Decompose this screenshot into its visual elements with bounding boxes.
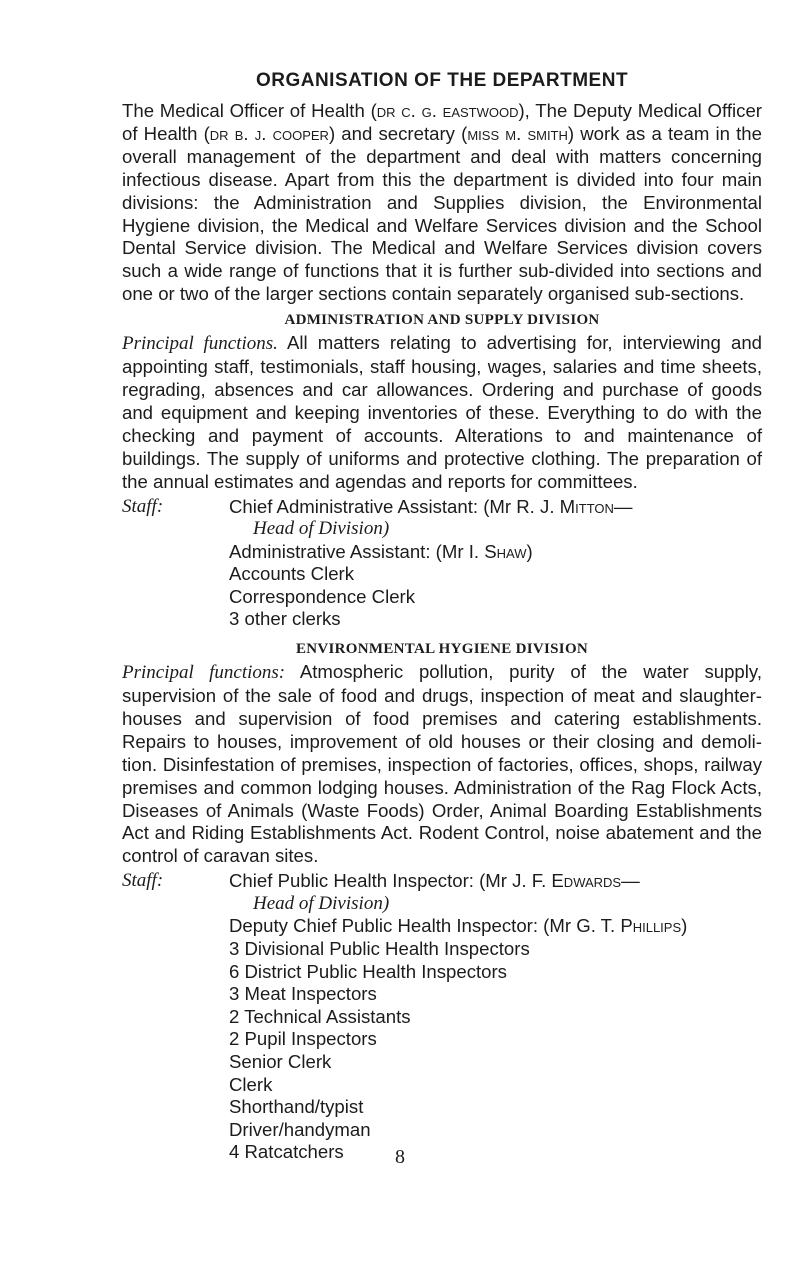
env-staff-label: Staff: (122, 870, 164, 892)
intro-paragraph (122, 100, 762, 306)
env-chief-prefix: Chief Public Health Inspector: (Mr J. F. (229, 870, 552, 892)
admin-chief-name: Mitton (559, 495, 614, 517)
env-division-heading: ENVIRONMENTAL HYGIENE DIVISION (295, 641, 589, 658)
staff-list-item: 3 other clerks (229, 608, 341, 630)
page-number: 8 (395, 1146, 405, 1168)
admin-assistant-prefix: Administrative Assistant: (Mr I. (229, 540, 485, 562)
env-deputy-line (229, 915, 762, 938)
env-staff-list (229, 870, 762, 1164)
staff-list-item: Clerk (229, 1073, 273, 1095)
admin-assistant-line (229, 541, 762, 564)
staff-list-item: 6 District Public Health Inspectors (229, 960, 507, 982)
intro-text-1: The Medical Officer of Health ( (122, 100, 377, 121)
admin-functions-text: All matters relating to advertising for, interviewing and appointing staff, testimonials, staff housing, wages, salaries and time sheets, regrading, absences and car allowances. Ordering and purchase of goods and equipment and keeping inventories of these. Everything to do with the checking and payment of accounts. Alterations to and maintenance of buildings. The supply of uniforms and protective clothing. The preparation of the annual estimates and agendas and reports for committees. (122, 332, 763, 492)
staff-list-item: 3 Divisional Public Health Inspectors (229, 938, 530, 959)
env-chief-line (229, 870, 762, 893)
intro-text-2: ), The Deputy Medical Officer of Health ( (122, 100, 762, 144)
staff-list-item: 3 Meat Inspectors (229, 983, 377, 1005)
env-deputy-name: Phillips (620, 915, 682, 937)
moh-name: dr c. g. eastwood (376, 100, 519, 121)
env-chief-name: Edwards (551, 870, 622, 892)
admin-staff-label: Staff: (122, 495, 164, 517)
document-page (122, 68, 762, 1168)
admin-division-heading: ADMINISTRATION AND SUPPLY DIVISION (284, 312, 600, 329)
env-deputy-suffix: ) (681, 915, 688, 937)
dmoh-name: dr b. j. cooper (209, 122, 329, 144)
admin-chief-line (229, 496, 762, 519)
admin-chief-prefix: Chief Administrative Assistant: (Mr R. J. (229, 495, 560, 517)
admin-staff-block (122, 496, 762, 632)
admin-assistant-suffix: ) (526, 540, 533, 562)
staff-list-item: Accounts Clerk (229, 563, 355, 585)
env-functions-paragraph (122, 661, 762, 868)
env-functions-label: Principal functions: (122, 662, 286, 684)
secretary-name: miss m. smith (467, 122, 568, 144)
admin-functions-paragraph (122, 332, 762, 493)
staff-list-item: Senior Clerk (229, 1050, 332, 1072)
admin-staff-list (229, 496, 762, 632)
env-staff-block (122, 870, 762, 1164)
env-functions-text: Atmospheric pollution, purity of the water supply, supervision of the sale of food and drugs, inspection of meat and slaughterhouses and supervision of food premises and catering establishments. Repairs to houses, improvement of old houses or their closing and demolition. Disinfestation of premises, inspection of factories, offices, shops, railway premises and common lodging houses. Administration of the Rag Flock Acts, Diseases of Animals (Waste Foods) Order, Animal Boarding Establishments Act and Riding Establishments Act. Rodent Control, noise abatement and the control of caravan sites. (122, 661, 762, 867)
env-deputy-prefix: Deputy Chief Public Health Inspector: (Mr G. T. (229, 915, 621, 937)
page-title: ORGANISATION OF THE DEPARTMENT (255, 70, 629, 91)
staff-list-item: Driver/handyman (229, 1118, 371, 1140)
admin-chief-suffix: — (613, 495, 633, 517)
staff-list-item: Correspondence Clerk (229, 585, 416, 607)
admin-assistant-name: Shaw (484, 540, 527, 562)
intro-text-4: ) work as a team in the overall management of the department and deal with matters concerning infectious disease. Apart from this the department is divided into four main divisions: the Administration and Supplies division, the Environmental Hygiene division, the Medical and Welfare Services division and the School Dental Service division. The Medical and Welfare Services division covers such a wide range of functions that it is further sub-divided into sections and one or two of the larger sections contain separately organised sub-sections. (122, 122, 762, 305)
staff-list-item: Shorthand/typist (229, 1096, 364, 1118)
staff-list-item: 2 Technical Assistants (229, 1005, 411, 1027)
staff-list-item: 4 Ratcatchers (229, 1141, 344, 1163)
intro-text-3: ) and secretary ( (328, 122, 468, 144)
admin-chief-role: Head of Division) (253, 518, 390, 540)
env-chief-role: Head of Division) (253, 892, 390, 914)
admin-functions-label: Principal functions. (122, 333, 278, 355)
env-chief-suffix: — (621, 870, 640, 892)
staff-list-item: 2 Pupil Inspectors (229, 1028, 377, 1050)
